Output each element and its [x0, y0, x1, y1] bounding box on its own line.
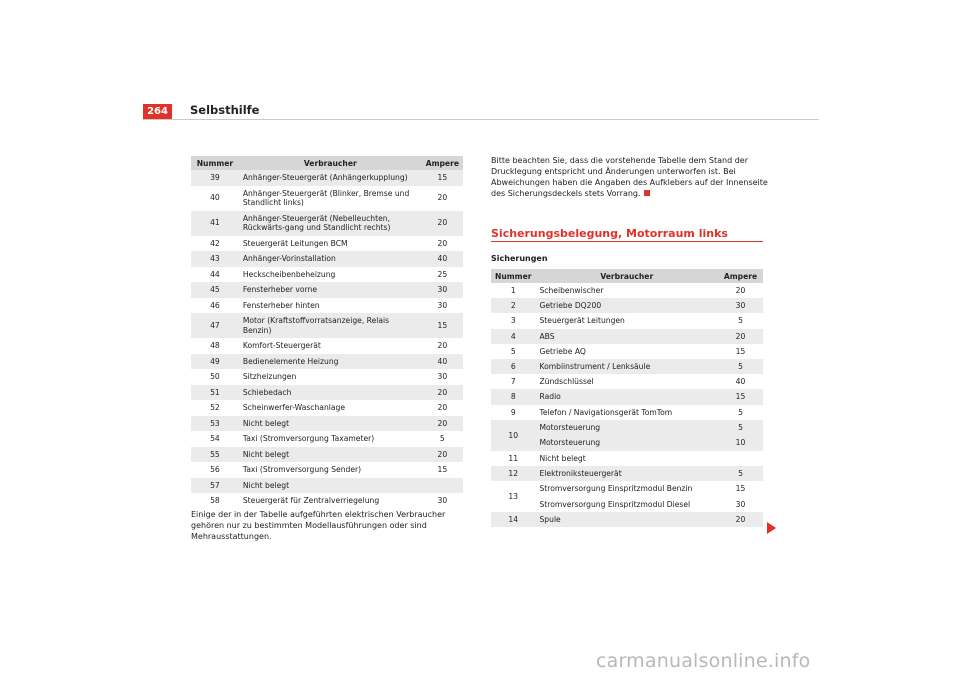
table-row [191, 338, 463, 354]
table-row [191, 298, 463, 314]
table-row [491, 389, 763, 404]
table-row [491, 481, 763, 512]
fuse-consumer: Scheinwerfer-Waschanlage [242, 403, 346, 413]
fuse-consumer: Schiebedach [239, 385, 422, 401]
table-row [191, 493, 463, 509]
fuse-number: 7 [510, 377, 516, 387]
fuse-number: 3 [510, 316, 516, 326]
fuse-number: 4 [491, 329, 535, 344]
footnote-text: Einige der in der Tabelle aufgeführten elektrischen Verbraucher gehören nur zu bestimmten Modellausführungen oder sind Mehrausstattungen. [191, 510, 446, 541]
section-end-icon [644, 190, 650, 196]
fuse-ampere: 20 [718, 329, 763, 344]
fuse-number: 57 [191, 478, 239, 494]
table-row [191, 416, 463, 432]
fuse-consumer: Radio [535, 389, 718, 404]
fuse-number: 2 [491, 298, 535, 313]
intro-text: Bitte beachten Sie, dass die vorstehende Tabelle dem Stand der Drucklegung entspricht und Änderungen unterworfen ist. Bei Abweichungen haben die Angaben des Aufklebers auf der Innenseite des Sicherungsdeckels stets Vorrang. [491, 156, 768, 198]
fuse-consumer: ABS [535, 329, 718, 344]
fuse-consumer: Stromversorgung Einspritzmodul Diesel [539, 499, 691, 509]
section-title: Sicherungsbelegung, Motorraum links [491, 227, 728, 240]
fuse-number: 54 [210, 434, 220, 444]
fuse-consumer: Telefon / Navigationsgerät TomTom [539, 407, 673, 417]
next-page-arrow-icon [767, 522, 776, 534]
fuse-number: 12 [491, 466, 535, 481]
table-row [491, 451, 763, 466]
fuse-consumer: Spule [535, 512, 718, 527]
fuse-ampere: 40 [735, 377, 746, 387]
watermark: carmanualsonline.info [596, 650, 811, 672]
fuse-number: 9 [510, 407, 516, 417]
fuse-ampere: 15 [422, 313, 463, 338]
fuse-consumer-group [535, 481, 718, 512]
table-row [191, 431, 463, 447]
fuse-table-engine-left [491, 269, 763, 527]
fuse-number: 10 [491, 420, 535, 451]
column-header-consumer: Verbraucher [535, 269, 718, 283]
fuse-consumer: Steuergerät Leitungen BCM [242, 238, 348, 248]
fuse-ampere: 5 [738, 422, 743, 432]
fuse-ampere: 30 [718, 298, 763, 313]
table-row [191, 186, 463, 211]
fuse-ampere-group [718, 481, 763, 512]
fuse-consumer: Zündschlüssel [539, 377, 594, 387]
fuse-consumer: Steuergerät Leitungen [539, 316, 625, 326]
fuse-ampere: 20 [437, 403, 448, 413]
fuse-ampere: 40 [422, 251, 463, 267]
fuse-number: 56 [210, 465, 220, 475]
fuse-consumer: Komfort-Steuergerät [242, 341, 321, 351]
fuse-ampere: 5 [439, 434, 445, 444]
table-row [191, 385, 463, 401]
fuse-consumer: Nicht belegt [239, 478, 422, 494]
table-row [491, 466, 763, 481]
fuse-number: 49 [191, 354, 239, 370]
table-row [191, 369, 463, 385]
table-row [491, 298, 763, 313]
fuse-consumer: Nicht belegt [539, 453, 586, 463]
page-number: 264 [143, 104, 172, 119]
fuse-ampere: 20 [422, 211, 463, 236]
fuse-consumer: Fensterheber hinten [242, 300, 320, 310]
fuse-consumer: Anhänger-Steuergerät (Nebelleuchten, Rückwärts-gang und Standlicht rechts) [239, 211, 422, 236]
table-row [191, 447, 463, 463]
header-divider [143, 119, 819, 120]
subheading: Sicherungen [491, 254, 548, 263]
fuse-consumer: Kombiinstrument / Lenksäule [535, 359, 718, 374]
page-title: Selbsthilfe [190, 103, 260, 117]
fuse-consumer: Nicht belegt [239, 416, 422, 432]
fuse-number: 14 [491, 512, 535, 527]
fuse-number: 5 [510, 346, 516, 356]
fuse-consumer-group [535, 420, 718, 451]
table-row [491, 283, 763, 298]
table-row [191, 282, 463, 298]
fuse-number: 51 [191, 385, 239, 401]
fuse-consumer: Anhänger-Vorinstallation [239, 251, 422, 267]
table-row [191, 462, 463, 478]
fuse-number: 50 [210, 372, 220, 382]
fuse-number: 43 [191, 251, 239, 267]
fuse-ampere [718, 451, 763, 466]
fuse-ampere: 20 [437, 238, 448, 248]
column-header-ampere: Ampere [718, 269, 763, 283]
fuse-ampere: 15 [422, 170, 463, 186]
fuse-number: 6 [491, 359, 535, 374]
intro-paragraph [491, 155, 771, 199]
table-row [491, 420, 763, 451]
fuse-consumer: Motor (Kraftstoffvorratsanzeige, Relais Benzin) [239, 313, 422, 338]
fuse-ampere: 30 [735, 499, 746, 509]
fuse-number: 58 [210, 496, 220, 506]
fuse-number: 53 [191, 416, 239, 432]
table-row [491, 374, 763, 389]
table-row [491, 359, 763, 374]
table-row [191, 400, 463, 416]
fuse-number: 8 [491, 389, 535, 404]
fuse-ampere: 20 [437, 341, 448, 351]
fuse-consumer: Anhänger-Steuergerät (Blinker, Bremse und Standlicht links) [242, 188, 410, 207]
table-row [191, 236, 463, 252]
fuse-consumer: Fensterheber vorne [239, 282, 422, 298]
fuse-ampere: 15 [735, 484, 746, 494]
fuse-ampere: 15 [437, 465, 448, 475]
fuse-consumer: Stromversorgung Einspritzmodul Benzin [539, 484, 693, 494]
fuse-number: 44 [210, 269, 220, 279]
fuse-consumer: Getriebe DQ200 [535, 298, 718, 313]
fuse-ampere: 30 [437, 300, 448, 310]
fuse-ampere: 5 [738, 316, 743, 326]
fuse-ampere: 30 [437, 496, 448, 506]
fuse-consumer: Motorsteuerung [539, 438, 601, 448]
fuse-number: 52 [210, 403, 220, 413]
fuse-ampere-group [718, 420, 763, 451]
fuse-consumer: Taxi (Stromversorgung Sender) [242, 465, 362, 475]
fuse-ampere: 10 [735, 438, 746, 448]
fuse-ampere [422, 478, 463, 494]
table-row [491, 512, 763, 527]
column-header-ampere: Ampere [422, 156, 463, 170]
fuse-consumer: Anhänger-Steuergerät (Anhängerkupplung) [239, 170, 422, 186]
fuse-number: 11 [508, 453, 519, 463]
fuse-consumer: Getriebe AQ [539, 346, 586, 356]
fuse-consumer: Taxi (Stromversorgung Taxameter) [242, 434, 375, 444]
fuse-number: 40 [210, 193, 220, 203]
fuse-consumer: Elektroniksteuergerät [535, 466, 718, 481]
section-divider [491, 241, 763, 242]
table-row [191, 170, 463, 186]
fuse-consumer: Heckscheibenbeheizung [242, 269, 336, 279]
fuse-consumer: Scheibenwischer [539, 286, 604, 296]
table-row [491, 405, 763, 420]
fuse-consumer: Nicht belegt [239, 447, 422, 463]
column-header-consumer: Verbraucher [239, 156, 422, 170]
table-row [491, 313, 763, 328]
fuse-ampere: 20 [422, 447, 463, 463]
fuse-consumer: Motorsteuerung [539, 422, 601, 432]
fuse-ampere: 20 [422, 416, 463, 432]
fuse-ampere: 5 [738, 407, 743, 417]
fuse-ampere: 15 [735, 346, 746, 356]
table-row [191, 313, 463, 338]
fuse-consumer: Bedienelemente Heizung [239, 354, 422, 370]
fuse-ampere: 20 [718, 512, 763, 527]
fuse-number: 47 [191, 313, 239, 338]
fuse-number: 55 [191, 447, 239, 463]
table-row [191, 354, 463, 370]
fuse-ampere: 40 [422, 354, 463, 370]
fuse-ampere: 30 [422, 282, 463, 298]
fuse-ampere: 30 [437, 372, 448, 382]
fuse-ampere: 5 [718, 466, 763, 481]
column-header-number: Nummer [191, 156, 239, 170]
table-row [491, 344, 763, 359]
fuse-ampere: 20 [437, 193, 448, 203]
fuse-ampere: 25 [437, 269, 448, 279]
fuse-ampere: 20 [422, 385, 463, 401]
fuse-number: 1 [510, 286, 516, 296]
fuse-consumer: Sitzheizungen [242, 372, 297, 382]
fuse-ampere: 20 [735, 286, 746, 296]
table-row [191, 478, 463, 494]
fuse-number: 13 [508, 492, 519, 502]
fuse-table-continued [191, 156, 463, 509]
fuse-number: 45 [191, 282, 239, 298]
fuse-number: 41 [191, 211, 239, 236]
fuse-number: 39 [191, 170, 239, 186]
fuse-number: 42 [210, 238, 220, 248]
fuse-ampere: 15 [718, 389, 763, 404]
fuse-number: 48 [210, 341, 220, 351]
fuse-number: 46 [210, 300, 220, 310]
fuse-ampere: 5 [718, 359, 763, 374]
table-row [191, 211, 463, 236]
fuse-consumer: Steuergerät für Zentralverriegelung [242, 496, 380, 506]
table-row [491, 329, 763, 344]
column-header-number: Nummer [491, 269, 535, 283]
table-row [191, 267, 463, 283]
table-row [191, 251, 463, 267]
